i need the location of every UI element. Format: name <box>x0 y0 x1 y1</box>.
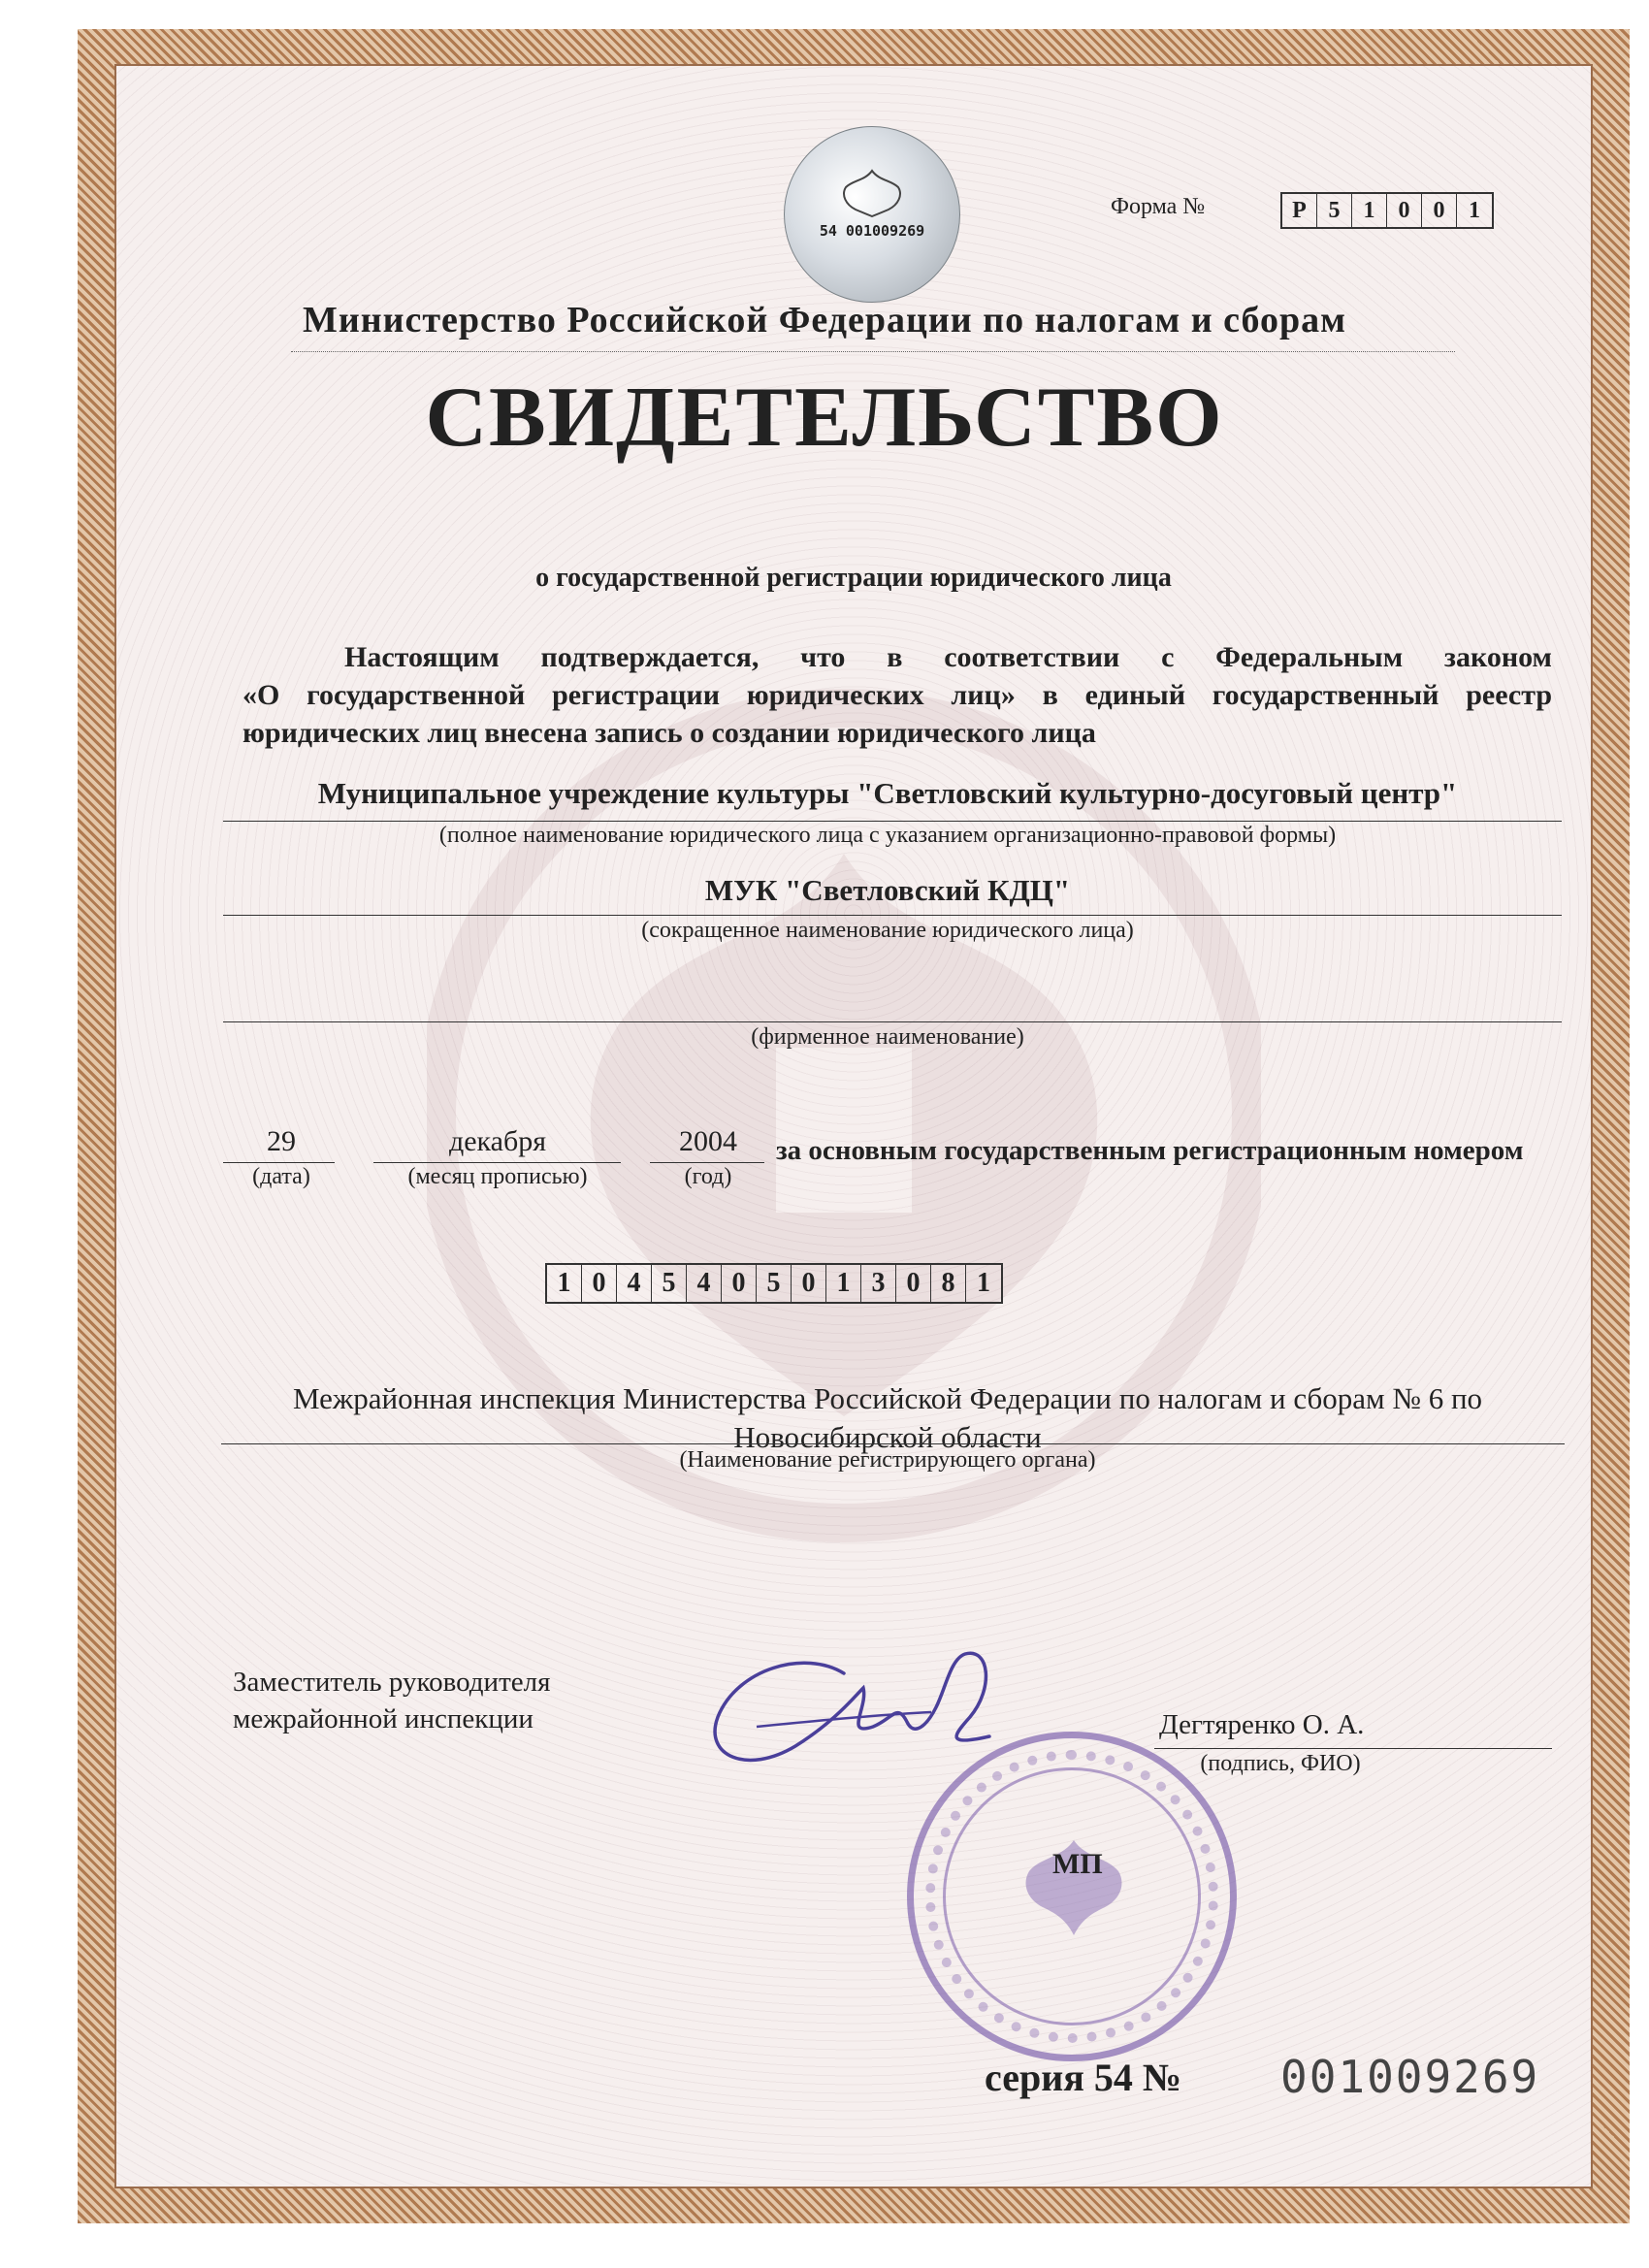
paragraph-line: «О государственной регистрации юридических лиц» в единый государственный реестр <box>242 679 1552 711</box>
ogrn-digit: 1 <box>547 1265 582 1302</box>
ogrn-digit: 1 <box>826 1265 861 1302</box>
date-day-caption: (дата) <box>252 1164 310 1189</box>
hologram-number: 54 001009269 <box>819 222 925 240</box>
signatory-position <box>233 1664 550 1737</box>
form-code-cell: 0 <box>1422 194 1457 227</box>
date-year-caption: (год) <box>684 1164 732 1189</box>
form-code-cell: 5 <box>1317 194 1352 227</box>
form-code-cells <box>1280 192 1494 229</box>
eagle-icon <box>838 166 906 219</box>
full-name-rule <box>223 821 1562 822</box>
ogrn-cells <box>545 1263 1003 1304</box>
full-name-value: Муниципальное учреждение культуры "Светловский культурно-досуговый центр" <box>317 776 1458 810</box>
ministry-rule <box>291 351 1455 353</box>
form-code-cell: 0 <box>1387 194 1422 227</box>
handwritten-signature <box>698 1630 1028 1804</box>
short-name-caption: (сокращенное наименование юридического лица) <box>641 918 1134 943</box>
signatory-position-line: Заместитель руководителя <box>233 1667 551 1698</box>
ogrn-digit: 0 <box>582 1265 617 1302</box>
ogrn-digit: 1 <box>977 1268 990 1298</box>
paragraph-line: Настоящим подтверждается, что в соответствии с Федеральным законом <box>344 641 1552 673</box>
series-number: 001009269 <box>1280 2051 1540 2103</box>
date-year: 2004 <box>679 1125 737 1157</box>
ogrn-digit: 8 <box>931 1265 966 1302</box>
confirmation-paragraph <box>242 638 1552 752</box>
ogrn-digit: 0 <box>896 1265 931 1302</box>
ogrn-digit: 5 <box>757 1265 792 1302</box>
ministry-heading: Министерство Российской Федерации по налогам и сборам <box>302 300 1347 340</box>
form-code-cell: Р <box>1282 194 1317 227</box>
form-code-cell: 1 <box>1352 194 1387 227</box>
firm-name-caption: (фирменное наименование) <box>751 1024 1024 1050</box>
full-name-caption: (полное наименование юридического лица с указанием организационно-правовой формы) <box>438 823 1337 848</box>
signatory-name: Дегтяренко О. А. <box>1159 1709 1365 1740</box>
registering-organ-line: Межрайонная инспекция Министерства Российской Федерации по налогам и сборам № 6 по <box>292 1381 1483 1415</box>
registering-organ-caption: (Наименование регистрирующего органа) <box>679 1447 1096 1473</box>
date-day: 29 <box>267 1125 296 1157</box>
form-code-cell: 1 <box>1469 198 1480 223</box>
date-day-rule <box>223 1162 335 1163</box>
ogrn-digit: 5 <box>652 1265 687 1302</box>
signatory-position-line: межрайонной инспекции <box>233 1703 534 1734</box>
date-month-caption: (месяц прописью) <box>407 1164 588 1189</box>
registration-number-label: за основным государственным регистрационным номером <box>776 1135 1524 1166</box>
registering-organ <box>233 1379 1542 1457</box>
certificate-subtitle: о государственной регистрации юридического лица <box>535 563 1172 593</box>
registering-organ-rule <box>221 1443 1565 1444</box>
form-label: Форма № <box>1111 194 1206 219</box>
registering-organ-line: Новосибирской области <box>733 1420 1042 1454</box>
certificate-title: СВИДЕТЕЛЬСТВО <box>425 371 1224 465</box>
ogrn-digit: 0 <box>722 1265 757 1302</box>
paragraph-line: юридических лиц внесена запись о создании юридического лица <box>242 717 1096 749</box>
date-month-rule <box>373 1162 621 1163</box>
stamp-place-label: МП <box>1052 1848 1103 1880</box>
short-name-value: МУК "Светловский КДЦ" <box>704 873 1071 907</box>
firm-name-rule <box>223 1021 1562 1022</box>
signatory-caption: (подпись, ФИО) <box>1200 1751 1361 1776</box>
series-label: серия 54 № <box>985 2056 1182 2099</box>
ogrn-digit: 4 <box>617 1265 652 1302</box>
date-month: декабря <box>448 1125 547 1157</box>
short-name-rule <box>223 915 1562 916</box>
ogrn-digit: 0 <box>792 1265 826 1302</box>
date-year-rule <box>650 1162 764 1163</box>
signatory-rule <box>1154 1748 1552 1749</box>
ogrn-digit: 3 <box>861 1265 896 1302</box>
ogrn-digit: 4 <box>687 1265 722 1302</box>
hologram-sticker <box>784 126 960 303</box>
